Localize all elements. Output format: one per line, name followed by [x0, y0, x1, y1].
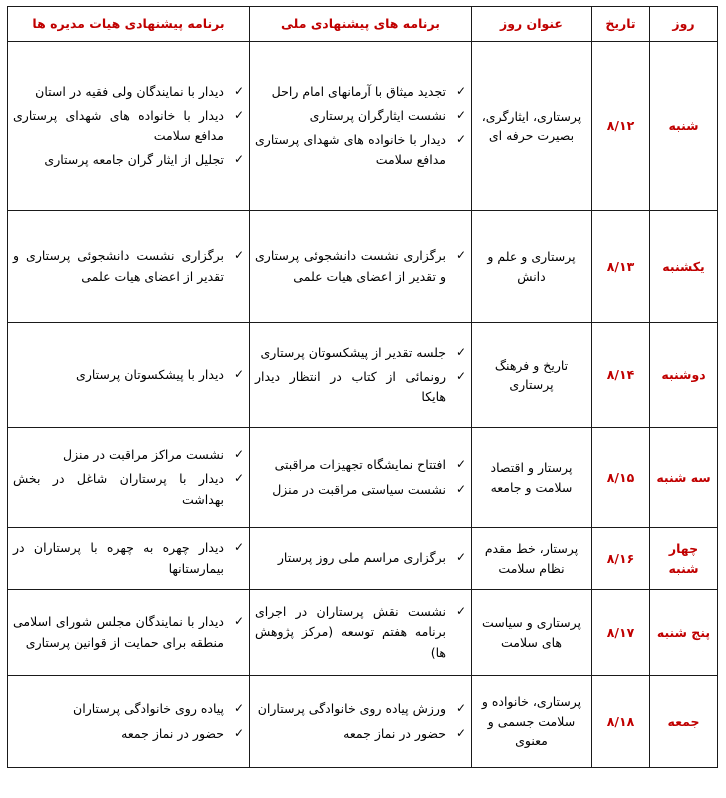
cell-date: ۸/۱۷ [592, 590, 650, 676]
table-row [8, 676, 718, 768]
cell-board-programs [8, 211, 250, 323]
list-item [255, 130, 466, 171]
check-icon: ✓ [455, 368, 466, 383]
list-item-label: برگزاری نشست دانشجوئی پرستاری و تقدیر از اعضای هیات علمی [255, 248, 446, 284]
list-item [255, 602, 466, 663]
table-row [8, 528, 718, 590]
list-item [13, 699, 244, 719]
list-item-label: تجلیل از ایثار گران جامعه پرستاری [44, 152, 224, 168]
list-item [255, 82, 466, 102]
cell-national-programs [250, 590, 472, 676]
table-row [8, 428, 718, 528]
cell-national-programs [250, 42, 472, 211]
cell-title: تاریخ و فرهنگ پرستاری [472, 323, 592, 428]
check-icon: ✓ [233, 540, 244, 555]
header-row [8, 7, 718, 42]
check-icon: ✓ [233, 701, 244, 716]
list-item [13, 82, 244, 102]
table-body [8, 42, 718, 768]
list-item [255, 699, 466, 719]
list-item [13, 150, 244, 170]
cell-day: دوشنبه [650, 323, 718, 428]
cell-date: ۸/۱۲ [592, 42, 650, 211]
column-header-title: عنوان روز [472, 7, 592, 42]
cell-title: پرستاری، خانواده و سلامت جسمی و معنوی [472, 676, 592, 768]
cell-national-programs [250, 211, 472, 323]
cell-national-programs [250, 428, 472, 528]
check-icon: ✓ [455, 132, 466, 146]
check-icon: ✓ [455, 457, 466, 472]
check-icon: ✓ [233, 107, 244, 122]
list-item-label: حضور در نماز جمعه [343, 725, 446, 741]
list-item-label: دیدار با خانواده های شهدای پرستاری مدافع سلامت [255, 132, 446, 168]
check-icon: ✓ [233, 248, 244, 263]
check-icon: ✓ [233, 614, 244, 629]
check-icon: ✓ [455, 701, 466, 716]
cell-date: ۸/۱۶ [592, 528, 650, 590]
list-item-label: برگزاری نشست دانشجوئی پرستاری و تقدیر از اعضای هیات علمی [13, 248, 224, 284]
list-item [255, 343, 466, 363]
cell-date: ۸/۱۸ [592, 676, 650, 768]
check-icon: ✓ [455, 248, 466, 263]
list-item [13, 445, 244, 465]
list-item-label: نشست سیاستی مراقبت در منزل [272, 481, 446, 497]
list-item [13, 106, 244, 147]
list-item-label: دیدار با پرستاران شاغل در بخش بهداشت [13, 471, 224, 507]
list-item-label: دیدار چهره به چهره با پرستاران در بیمارستانها [13, 540, 224, 576]
list-item [13, 365, 244, 385]
check-icon: ✓ [455, 344, 466, 359]
column-header-national-programs: برنامه های پیشنهادی ملی [250, 7, 472, 42]
check-icon: ✓ [455, 604, 466, 619]
cell-board-programs [8, 323, 250, 428]
list-item [255, 724, 466, 744]
list-item-label: دیدار با پیشکسوتان پرستاری [76, 366, 224, 382]
list-item-label: رونمائی از کتاب در انتظار دیدار هایکا [255, 368, 446, 405]
list-item [255, 246, 466, 287]
list-item-label: تجدید میثاق با آرمانهای امام راحل [271, 83, 446, 99]
list-item-label: دیدار با نمایندگان مجلس شورای اسلامی منطقه برای حمایت از قوانین پرستاری [13, 614, 224, 650]
column-header-date: تاریخ [592, 7, 650, 42]
cell-date: ۸/۱۳ [592, 211, 650, 323]
list-item [13, 538, 244, 579]
list-item-label: دیدار با نمایندگان ولی فقیه در استان [35, 83, 224, 99]
check-icon: ✓ [233, 725, 244, 740]
list-item [13, 612, 244, 653]
check-icon: ✓ [455, 481, 466, 496]
cell-date: ۸/۱۵ [592, 428, 650, 528]
list-item [13, 246, 244, 287]
cell-day: سه شنبه [650, 428, 718, 528]
cell-national-programs [250, 528, 472, 590]
cell-national-programs [250, 676, 472, 768]
list-item-label: حضور در نماز جمعه [121, 725, 224, 741]
check-icon: ✓ [455, 107, 466, 122]
cell-title: پرستاری و علم و دانش [472, 211, 592, 323]
cell-board-programs [8, 590, 250, 676]
check-icon: ✓ [455, 550, 466, 565]
list-item-label: نشست مراکز مراقبت در منزل [63, 447, 224, 463]
list-item [255, 548, 466, 568]
cell-title: پرستار و اقتصاد سلامت و جامعه [472, 428, 592, 528]
list-item-label: پیاده روی خانوادگی پرستاران [73, 701, 224, 717]
cell-title: پرستاری، ایثارگری، بصیرت حرفه ای [472, 42, 592, 211]
list-item [13, 469, 244, 510]
check-icon: ✓ [233, 152, 244, 167]
cell-day: یکشنبه [650, 211, 718, 323]
check-icon: ✓ [455, 725, 466, 740]
table-row [8, 42, 718, 211]
cell-day: پنج شنبه [650, 590, 718, 676]
list-item [255, 367, 466, 408]
list-item [255, 106, 466, 126]
cell-board-programs [8, 428, 250, 528]
check-icon: ✓ [455, 83, 466, 98]
list-item-label: نشست نقش پرستاران در اجرای برنامه هفتم توسعه (مرکز پژوهش ها) [255, 604, 446, 660]
cell-day: شنبه [650, 42, 718, 211]
cell-board-programs [8, 528, 250, 590]
cell-date: ۸/۱۴ [592, 323, 650, 428]
column-header-day: روز [650, 7, 718, 42]
cell-day: جمعه [650, 676, 718, 768]
cell-title: پرستار، خط مقدم نظام سلامت [472, 528, 592, 590]
list-item-label: برگزاری مراسم ملی روز پرستار [277, 550, 446, 566]
check-icon: ✓ [233, 366, 244, 381]
check-icon: ✓ [233, 471, 244, 486]
check-icon: ✓ [233, 83, 244, 98]
list-item [13, 724, 244, 744]
table-header [8, 7, 718, 42]
cell-national-programs [250, 323, 472, 428]
list-item-label: افتتاح نمایشگاه تجهیزات مراقبتی [274, 457, 446, 473]
table-row [8, 211, 718, 323]
list-item-label: دیدار با خانواده های شهدای پرستاری مدافع سلامت [13, 107, 224, 143]
cell-board-programs [8, 42, 250, 211]
list-item [255, 480, 466, 500]
check-icon: ✓ [233, 447, 244, 462]
weekly-program-table [7, 6, 718, 768]
list-item-label: نشست ایثارگران پرستاری [309, 107, 446, 123]
list-item-label: جلسه تقدیر از پیشکسوتان پرستاری [260, 344, 446, 360]
list-item [255, 455, 466, 475]
cell-day: چهار شنبه [650, 528, 718, 590]
list-item-label: ورزش پیاده روی خانوادگی پرستاران [257, 701, 446, 717]
table-row [8, 590, 718, 676]
column-header-board-programs: برنامه پیشنهادی هیات مدیره ها [8, 7, 250, 42]
cell-board-programs [8, 676, 250, 768]
table-row [8, 323, 718, 428]
cell-title: پرستاری و سیاست های سلامت [472, 590, 592, 676]
